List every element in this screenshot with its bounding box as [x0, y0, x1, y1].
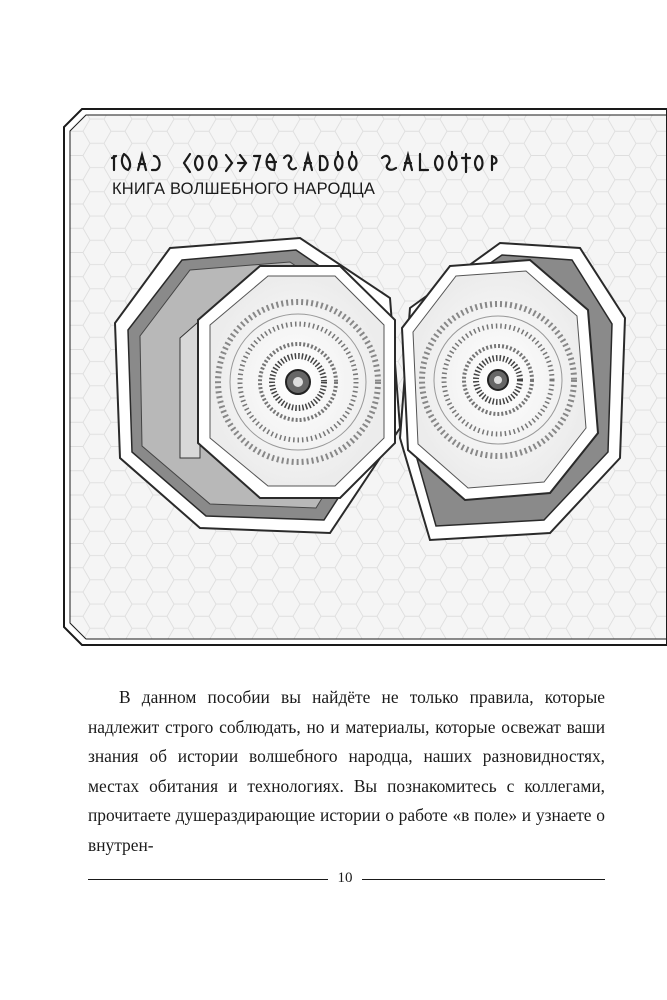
body-paragraph: В данном пособии вы найдёте не только правила, которые надлежит строго соблюдать, но и материалы, которые освежат ваши знания об истории волшебного народца, наших разновидностях, местах обитания и технологиях. Вы познакомитесь с коллегами, прочитаете душераздирающие истории о работе «в поле» и узнаете о внутрен-: [88, 687, 605, 855]
footer-rule-right: [362, 879, 605, 880]
left-page: [198, 266, 395, 498]
footer-rule-left: [88, 879, 328, 880]
right-page: [402, 260, 598, 500]
body-text: [88, 683, 605, 861]
page-footer: [88, 868, 605, 892]
octagonal-book-open-icon: [110, 228, 630, 548]
fairy-script-title: [110, 150, 550, 176]
book-subtitle: КНИГА ВОЛШЕБНОГО НАРОДЦА: [112, 180, 376, 198]
page-number: 10: [337, 870, 353, 886]
